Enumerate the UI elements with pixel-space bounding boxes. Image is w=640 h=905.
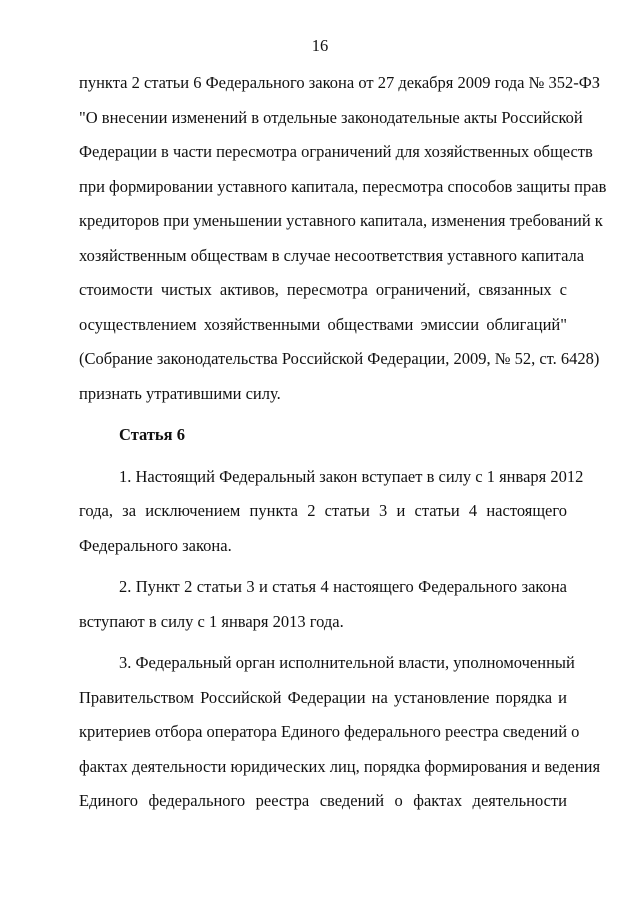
- text-line: критериев отбора оператора Единого федерального реестра сведений о: [79, 722, 580, 741]
- document-body: [79, 66, 607, 819]
- paragraph-item-2: [79, 570, 567, 639]
- paragraph-repeal-clause: [79, 66, 607, 411]
- text-line: фактах деятельности юридических лиц, порядка формирования и ведения: [79, 756, 601, 776]
- text-line: года, за исключением пункта 2 статьи 3 и статьи 4 настоящего: [79, 501, 567, 520]
- article-title: Статья 6: [119, 425, 185, 444]
- text-line: 2. Пункт 2 статьи 3 и статья 4 настоящего Федерального закона: [119, 577, 567, 596]
- text-line: Правительством Российской Федерации на установление порядка и: [79, 687, 567, 707]
- text-line: 1. Настоящий Федеральный закон вступает в силу с 1 января 2012: [119, 466, 584, 486]
- text-line: при формировании уставного капитала, пересмотра способов защиты прав: [79, 176, 607, 196]
- paragraph-item-1: [79, 460, 584, 564]
- article-heading: [79, 418, 567, 453]
- text-line: признать утратившими силу.: [79, 383, 281, 403]
- text-line: Федерального закона.: [79, 535, 232, 555]
- text-line: кредиторов при уменьшении уставного капитала, изменения требований к: [79, 211, 603, 230]
- text-line: "О внесении изменений в отдельные законодательные акты Российской: [79, 107, 583, 127]
- text-line: вступают в силу с 1 января 2013 года.: [79, 611, 344, 631]
- text-line: пункта 2 статьи 6 Федерального закона от 27 декабря 2009 года № 352-ФЗ: [79, 73, 601, 92]
- text-line: (Собрание законодательства Российской Федерации, 2009, № 52, ст. 6428): [79, 349, 600, 368]
- text-line: осуществлением хозяйственными обществами эмиссии облигаций": [79, 314, 567, 334]
- text-line: Единого федерального реестра сведений о фактах деятельности: [79, 791, 567, 810]
- text-line: хозяйственным обществам в случае несоответствия уставного капитала: [79, 245, 585, 265]
- page-number: 16: [311, 36, 329, 55]
- text-line: Федерации в части пересмотра ограничений для хозяйственных обществ: [79, 142, 593, 161]
- text-line: 3. Федеральный орган исполнительной власти, уполномоченный: [119, 653, 575, 672]
- paragraph-item-3: [79, 646, 601, 819]
- text-line: стоимости чистых активов, пересмотра ограничений, связанных с: [79, 280, 567, 299]
